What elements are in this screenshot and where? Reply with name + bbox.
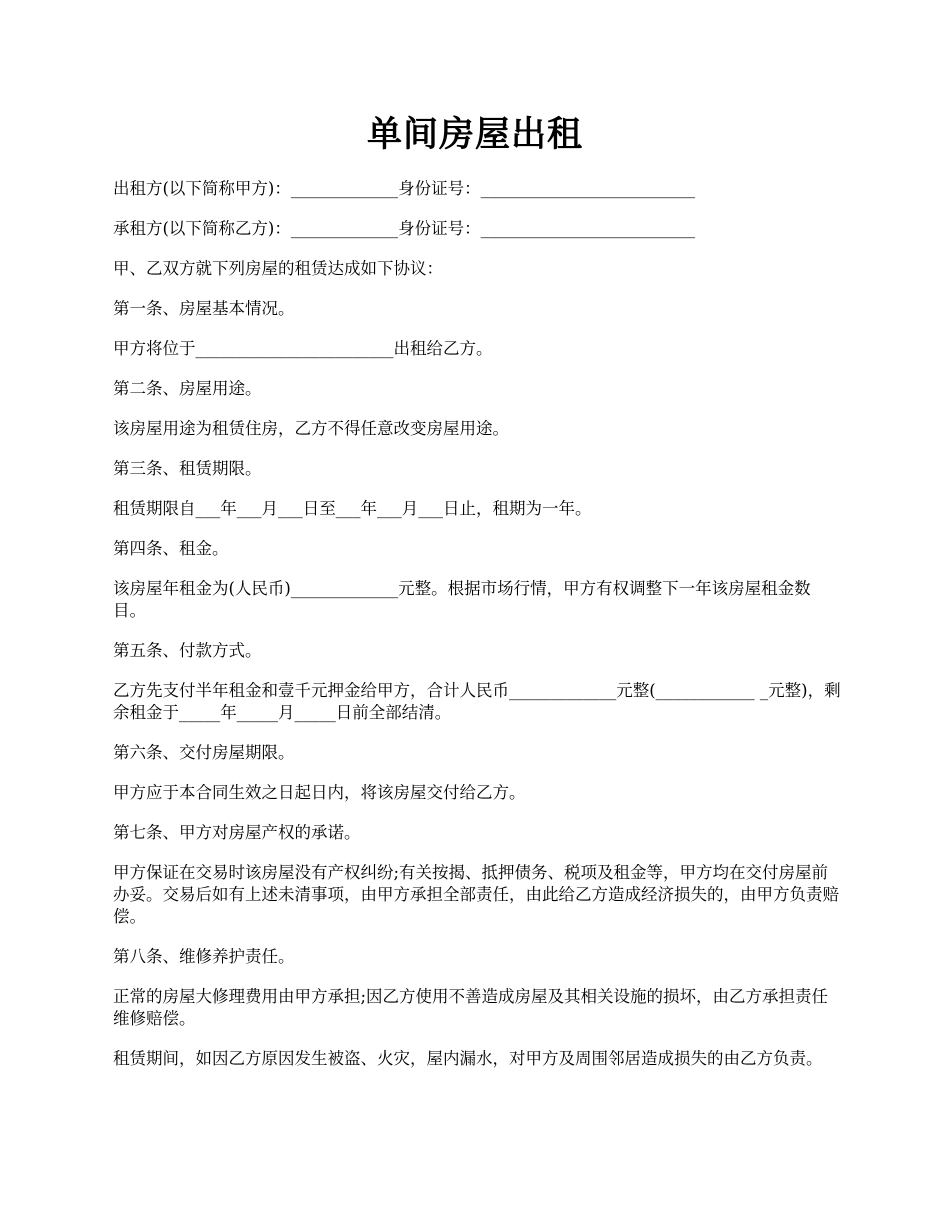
article-1-heading: 第一条、房屋基本情况。: [113, 299, 295, 318]
article-8-text-1: 正常的房屋大修理费用由甲方承担;因乙方使用不善造成房屋及其相关设施的损坏，由乙方承担责任维修赔偿。: [113, 987, 829, 1028]
article-7-heading: 第七条、甲方对房屋产权的承诺。: [113, 823, 361, 842]
article-6-heading: 第六条、交付房屋期限。: [113, 743, 295, 762]
lessor-line: 出租方(以下简称甲方)：_____________身份证号：__________________________: [113, 179, 696, 198]
article-8-heading: 第八条、维修养护责任。: [113, 947, 295, 966]
article-4-text: 该房屋年租金为(人民币)_____________元整。根据市场行情，甲方有权调整下一年该房屋租金数目。: [113, 579, 811, 620]
article-4-heading: 第四条、租金。: [113, 539, 229, 558]
lessee-line: 承租方(以下简称乙方)：_____________身份证号：__________________________: [113, 219, 696, 238]
article-3-text: 租赁期限自___年___月___日至___年___月___日止，租期为一年。: [113, 499, 592, 518]
document-title: 单间房屋出租: [366, 114, 583, 155]
article-2-text: 该房屋用途为租赁住房，乙方不得任意改变房屋用途。: [113, 419, 509, 438]
article-7-text: 甲方保证在交易时该房屋没有产权纠纷;有关按揭、抵押债务、税项及租金等，甲方均在交付房屋前办妥。交易后如有上述未清事项，由甲方承担全部责任，由此给乙方造成经济损失的，由甲方负责赔偿。: [113, 863, 839, 926]
document-body: [113, 178, 841, 1088]
article-3-heading: 第三条、租赁期限。: [113, 459, 262, 478]
article-5-heading: 第五条、付款方式。: [113, 641, 262, 660]
article-6-text: 甲方应于本合同生效之日起日内，将该房屋交付给乙方。: [113, 783, 526, 802]
article-8-text-2: 租赁期间，如因乙方原因发生被盗、火灾，屋内漏水，对甲方及周围邻居造成损失的由乙方负责。: [113, 1049, 823, 1068]
article-2-heading: 第二条、房屋用途。: [113, 379, 262, 398]
article-1-text: 甲方将位于________________________出租给乙方。: [113, 339, 493, 358]
agreement-intro: 甲、乙双方就下列房屋的租赁达成如下协议：: [113, 259, 443, 278]
article-5-text: 乙方先支付半年租金和壹千元押金给甲方，合计人民币_____________元整(____________ _元整)，剩余租金于_____年_____月_____日前全部结清。: [113, 681, 841, 722]
